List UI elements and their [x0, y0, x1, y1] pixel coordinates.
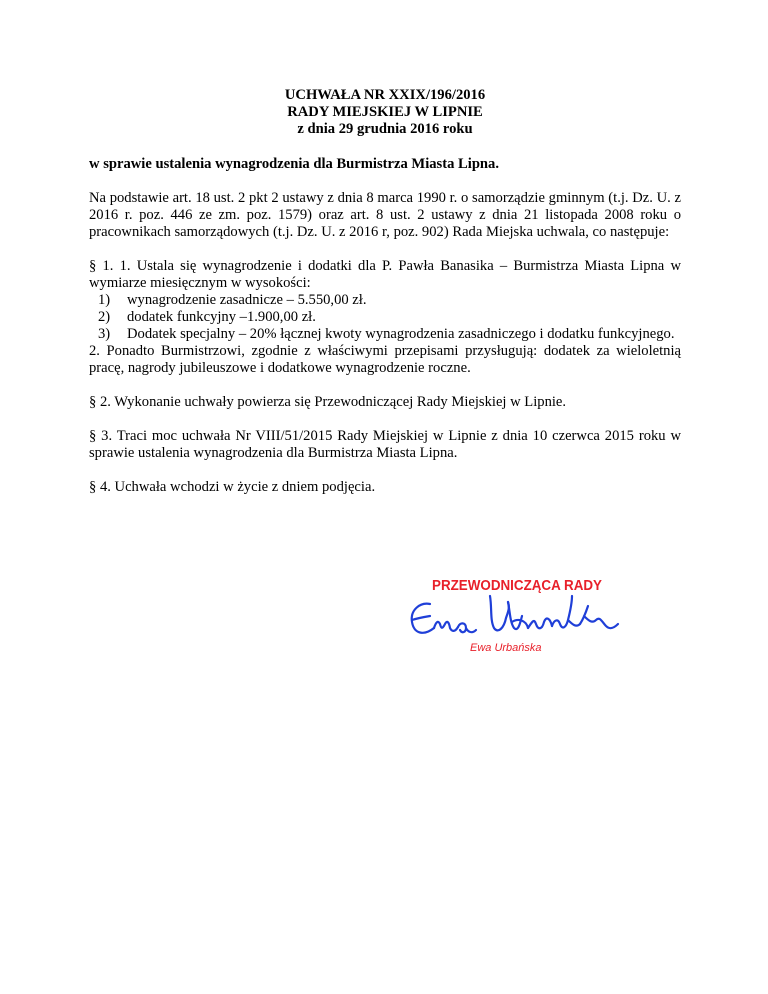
- list-item: [98, 309, 681, 326]
- list-item: [98, 326, 681, 343]
- list-item-number: 2): [98, 309, 111, 325]
- stamp-name-text: Ewa Urbańska: [470, 642, 542, 654]
- signature-stamp: [400, 572, 632, 654]
- stamp-title-text: PRZEWODNICZĄCA RADY: [432, 578, 603, 594]
- handwritten-signature: [412, 596, 618, 633]
- section-1-intro: § 1. 1. Ustala się wynagrodzenie i dodatki dla P. Pawła Banasika – Burmistrza Miasta Lipna w wymiarze miesięcznym w wysokości:: [89, 258, 681, 291]
- list-item-number: 1): [98, 292, 111, 308]
- section-4: § 4. Uchwała wchodzi w życie z dniem podjęcia.: [89, 479, 376, 495]
- list-item-text: Dodatek specjalny – 20% łącznej kwoty wynagrodzenia zasadniczego i dodatku funkcyjnego.: [127, 326, 675, 342]
- section-1: [89, 258, 681, 377]
- list-item-text: dodatek funkcyjny –1.900,00 zł.: [127, 309, 316, 325]
- resolution-number: UCHWAŁA NR XXIX/196/2016: [284, 87, 486, 103]
- section-1-point-2: 2. Ponadto Burmistrzowi, zgodnie z właściwymi przepisami przysługują: dodatek za wieloletnią pracę, nagrody jubileuszowe i dodatkowe wynagrodzenie roczne.: [89, 343, 681, 376]
- section-2: § 2. Wykonanie uchwały powierza się Przewodniczącej Rady Miejskiej w Lipnie.: [89, 394, 567, 410]
- resolution-date: z dnia 29 grudnia 2016 roku: [297, 121, 473, 137]
- list-item: [98, 292, 681, 309]
- list-item-number: 3): [98, 326, 111, 342]
- resolution-header: [89, 87, 681, 138]
- list-item-text: wynagrodzenie zasadnicze – 5.550,00 zł.: [127, 292, 367, 308]
- section-3: § 3. Traci moc uchwała Nr VIII/51/2015 Rady Miejskiej w Lipnie z dnia 10 czerwca 2015 roku w sprawie ustalenia wynagrodzenia dla Burmistrza Miasta Lipna.: [89, 428, 681, 461]
- document-page: [89, 87, 681, 496]
- preamble-text: Na podstawie art. 18 ust. 2 pkt 2 ustawy z dnia 8 marca 1990 r. o samorządzie gminnym (t.j. Dz. U. z 2016 r. poz. 446 ze zm. poz. 1579) oraz art. 8 ust. 2 ustawy z dnia 21 listopada 2008 roku o pracownikach samorządowych (t.j. Dz. U. z 2016 r, poz. 902) Rada Miejska uchwala, co następuje:: [89, 190, 681, 240]
- resolution-subject: w sprawie ustalenia wynagrodzenia dla Burmistrza Miasta Lipna.: [89, 156, 499, 172]
- salary-items-list: [89, 292, 681, 343]
- council-name: RADY MIEJSKIEJ W LIPNIE: [287, 104, 483, 120]
